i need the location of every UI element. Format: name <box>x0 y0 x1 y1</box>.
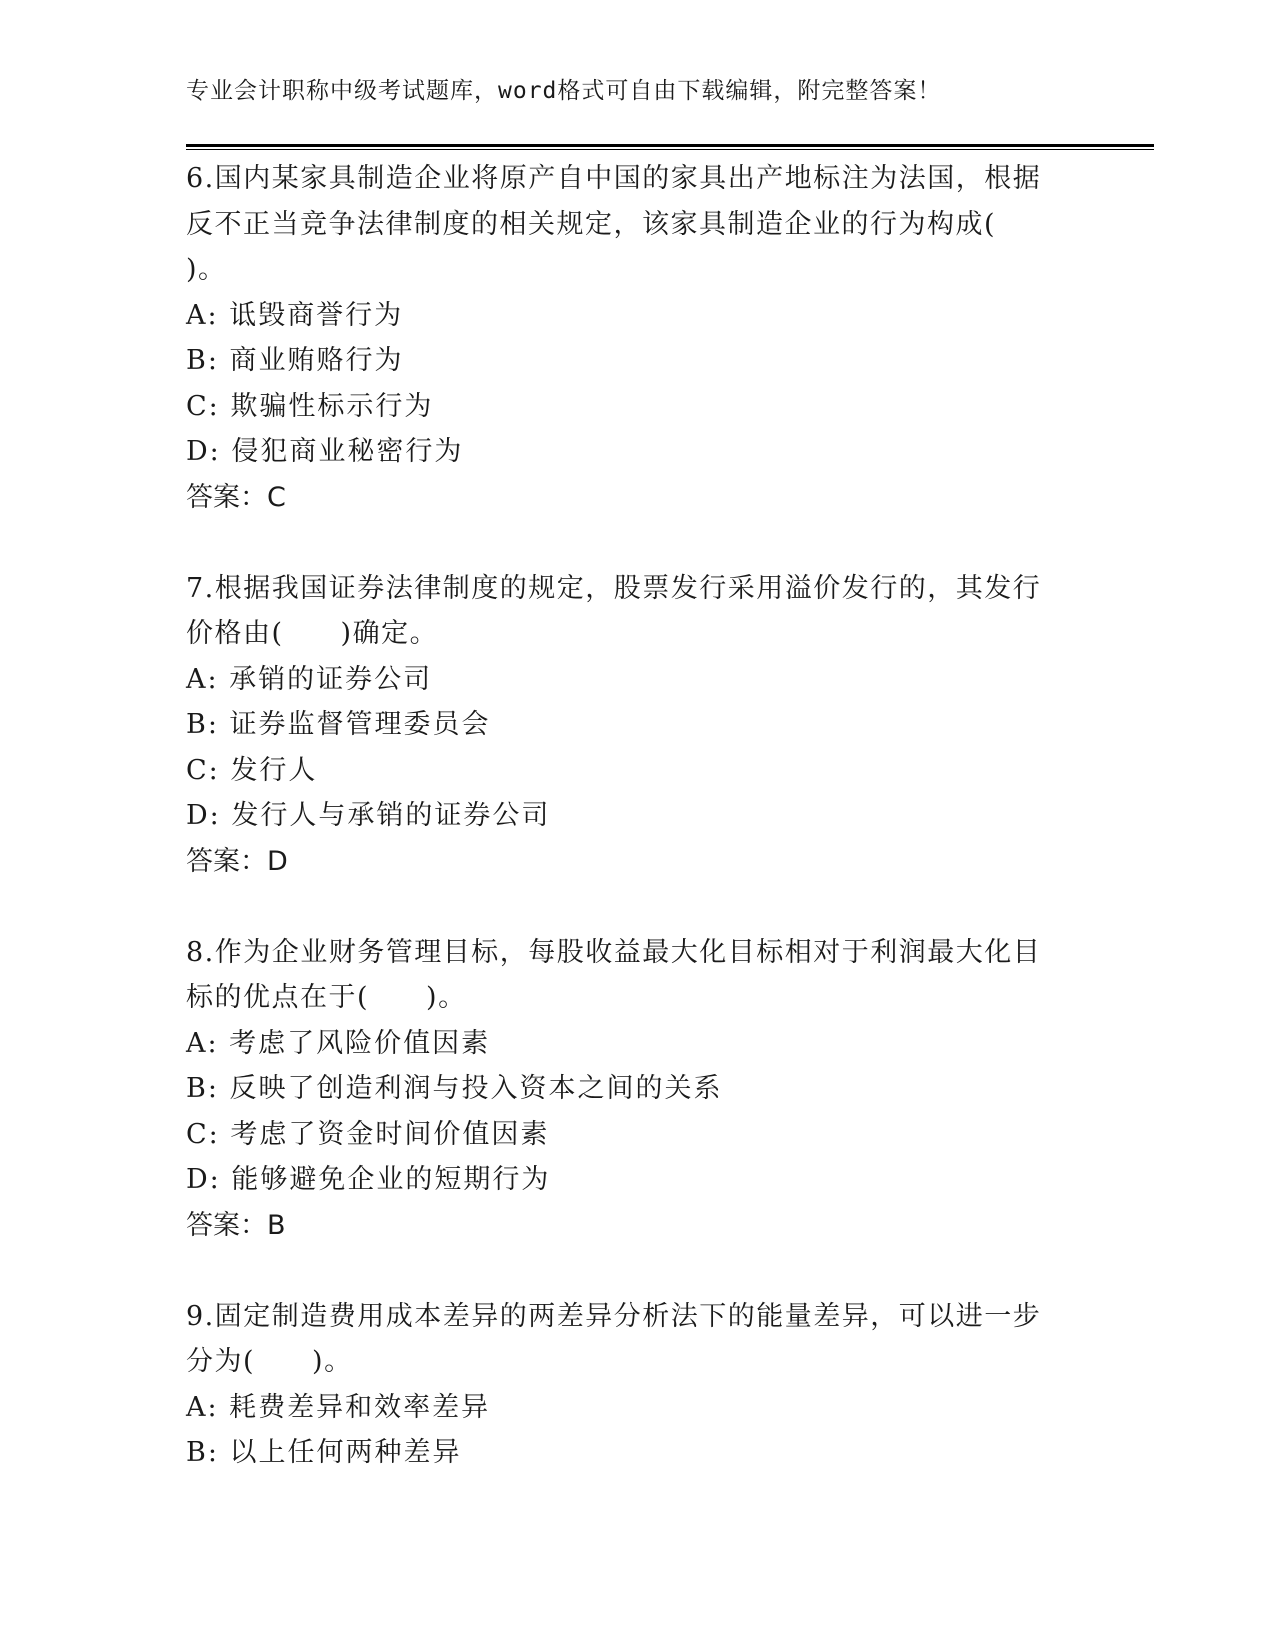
answer: 答案：B <box>186 1209 286 1241</box>
question-text-line: 7.根据我国证券法律制度的规定，股票发行采用溢价发行的，其发行 <box>186 572 1042 604</box>
header-rule-thick <box>186 144 1154 147</box>
question-text-line: 反不正当竞争法律制度的相关规定，该家具制造企业的行为构成( <box>186 208 997 240</box>
question-list <box>186 156 1106 1476</box>
option-d: D: 发行人与承销的证券公司 <box>186 800 551 831</box>
question-text-line: 价格由( )确定。 <box>186 618 439 649</box>
option-a: A: 耗费差异和效率差异 <box>186 1391 491 1423</box>
option-b: B: 证券监督管理委员会 <box>186 709 491 740</box>
question-text-line: 标的优点在于( )。 <box>186 982 467 1013</box>
question-gap <box>186 1248 1106 1294</box>
answer: 答案：D <box>186 845 288 877</box>
option-b: B: 反映了创造利润与投入资本之间的关系 <box>186 1073 723 1104</box>
question-text-line: 分为( )。 <box>186 1346 353 1377</box>
question-text-line: 9.固定制造费用成本差异的两差异分析法下的能量差异，可以进一步 <box>186 1300 1042 1332</box>
option-a: A: 承销的证券公司 <box>186 663 433 695</box>
option-b: B: 以上任何两种差异 <box>186 1437 462 1468</box>
option-c: C: 发行人 <box>186 754 318 786</box>
question-text-line: )。 <box>186 254 227 285</box>
question-7 <box>186 566 1106 885</box>
question-8 <box>186 930 1106 1249</box>
header-rule-thin <box>186 149 1154 150</box>
question-gap <box>186 884 1106 930</box>
question-gap <box>186 520 1106 566</box>
question-6 <box>186 156 1106 520</box>
question-text-line: 6.国内某家具制造企业将原产自中国的家具出产地标注为法国，根据 <box>186 163 1042 194</box>
question-text-line: 8.作为企业财务管理目标，每股收益最大化目标相对于利润最大化目 <box>186 936 1042 968</box>
page-header: 专业会计职称中级考试题库，word格式可自由下载编辑，附完整答案！ <box>186 78 942 104</box>
option-a: A: 诋毁商誉行为 <box>186 299 404 331</box>
option-c: C: 欺骗性标示行为 <box>186 390 434 422</box>
option-d: D: 侵犯商业秘密行为 <box>186 436 464 467</box>
option-c: C: 考虑了资金时间价值因素 <box>186 1118 550 1150</box>
option-b: B: 商业贿赂行为 <box>186 345 404 376</box>
question-9 <box>186 1294 1106 1476</box>
option-d: D: 能够避免企业的短期行为 <box>186 1164 551 1195</box>
answer: 答案：C <box>186 481 286 513</box>
option-a: A: 考虑了风险价值因素 <box>186 1027 491 1059</box>
